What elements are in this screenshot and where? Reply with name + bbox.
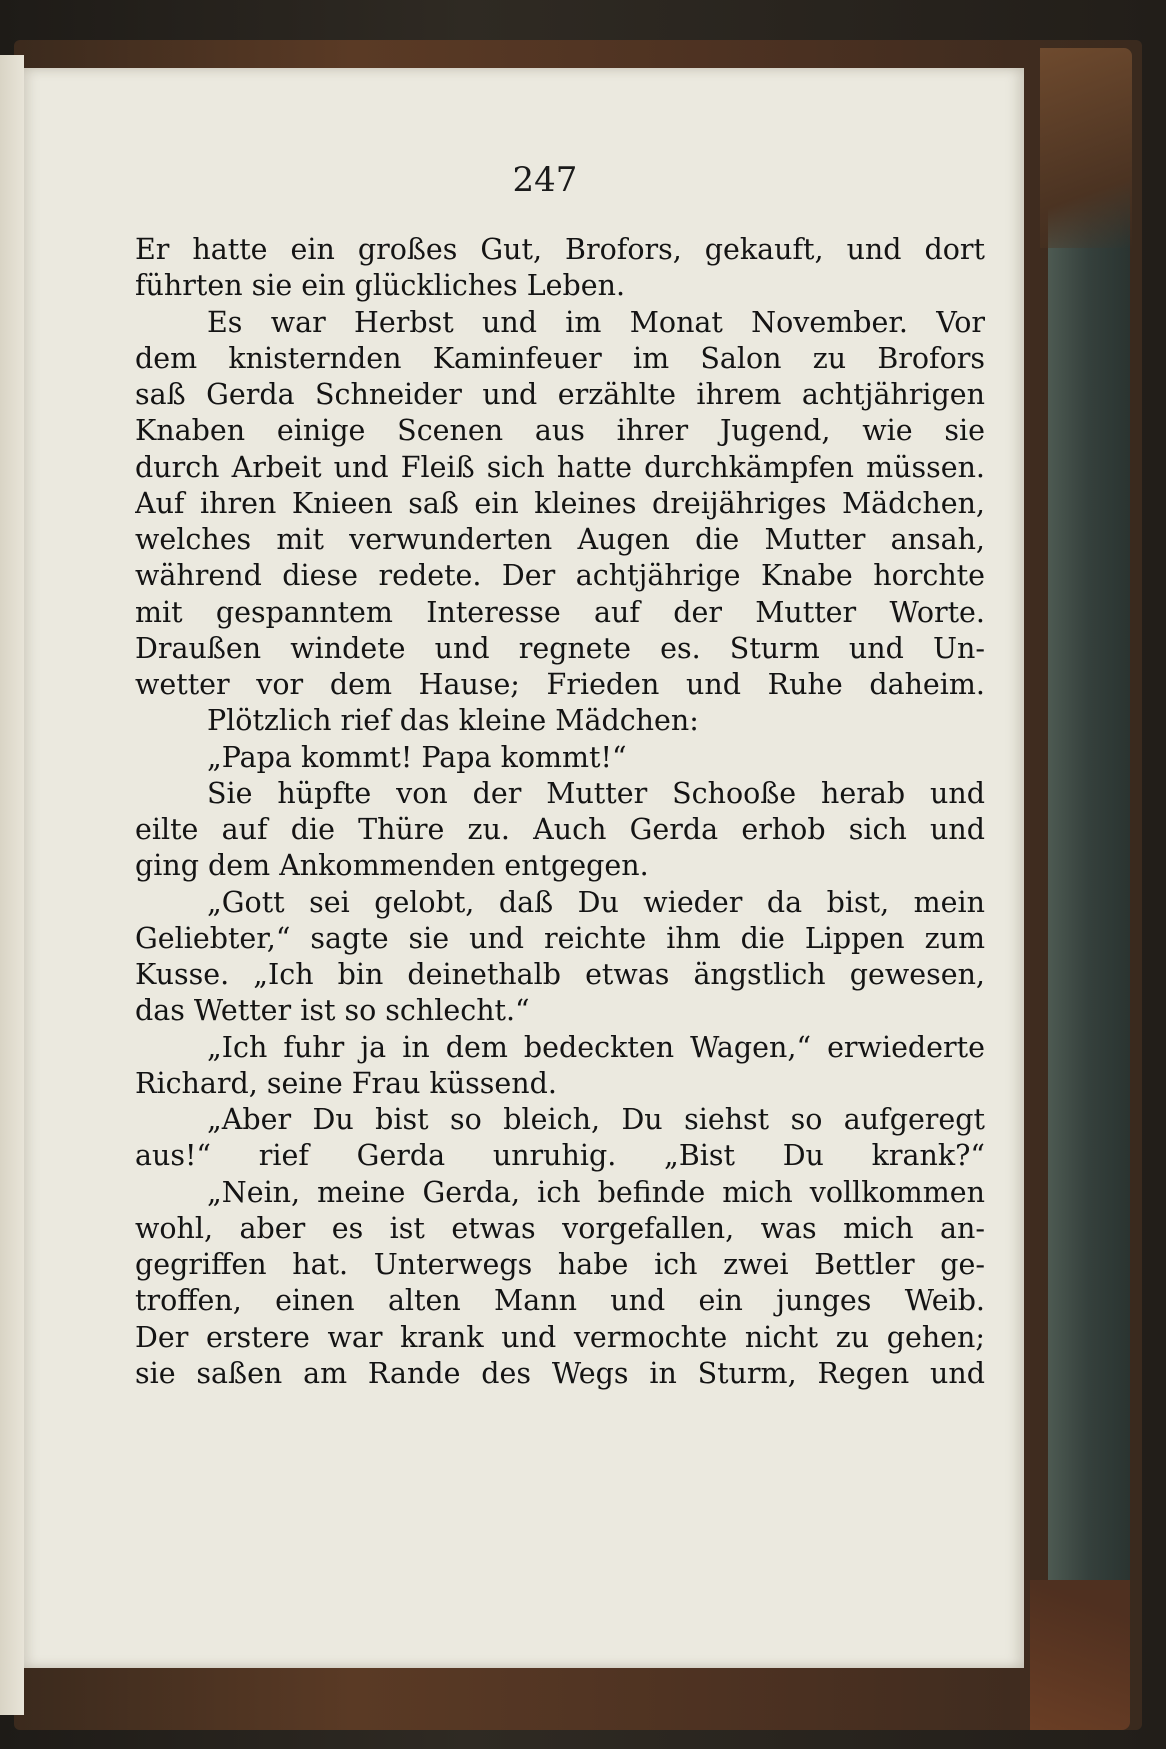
text-line: welches mit verwunderten Augen die Mutter ansah, (135, 523, 985, 556)
text-line: saß Gerda Schneider und erzählte ihrem achtjährigen (135, 378, 985, 411)
text-line: „Gott sei gelobt, daß Du wieder da bist, mein (207, 885, 985, 919)
text-line: Plötzlich rief das kleine Mädchen: (207, 704, 699, 738)
text-line: wetter vor dem Hause; Frieden und Ruhe daheim. (135, 668, 985, 701)
text-line: Kusse. „Ich bin deinethalb etwas ängstlich gewesen, (135, 958, 985, 991)
text-line: durch Arbeit und Fleiß sich hatte durchkämpfen müssen. (135, 450, 985, 484)
text-line: sie saßen am Rande des Wegs in Sturm, Regen und (135, 1356, 985, 1390)
text-line: „Ich fuhr ja in dem bedeckten Wagen,“ erwiederte (207, 1030, 985, 1064)
page-number: 247 (512, 160, 578, 200)
text-line: Sie hüpfte von der Mutter Schooße herab und (207, 776, 985, 810)
text-line: „Aber Du bist so bleich, Du siehst so aufgeregt (207, 1103, 985, 1136)
text-line: Auf ihren Knieen saß ein kleines dreijähriges Mädchen, (135, 486, 985, 520)
text-line: Es war Herbst und im Monat November. Vor (207, 305, 985, 339)
text-line: während diese redete. Der achtjährige Knabe horchte (135, 559, 985, 593)
book-cover-corner-bottom (1030, 1580, 1130, 1730)
page-text-block (135, 232, 985, 1392)
text-line: Knaben einige Scenen aus ihrer Jugend, wie sie (135, 414, 985, 448)
text-line: eilte auf die Thüre zu. Auch Gerda erhob sich und (135, 813, 985, 846)
text-line: das Wetter ist so schlecht.“ (135, 994, 530, 1028)
text-line: mit gespanntem Interesse auf der Mutter Worte. (135, 595, 985, 629)
text-line: Er hatte ein großes Gut, Brofors, gekauft, und dort (135, 233, 985, 266)
text-line: Der erstere war krank und vermochte nicht zu gehen; (135, 1320, 985, 1354)
text-line: ging dem Ankommenden entgegen. (135, 849, 649, 883)
text-line: dem knisternden Kaminfeuer im Salon zu Brofors (135, 341, 985, 375)
text-line: wohl, aber es ist etwas vorgefallen, was mich an- (135, 1211, 985, 1245)
book-cover-corner-top (1040, 48, 1132, 248)
text-line: gegriffen hat. Unterwegs habe ich zwei Bettler ge- (135, 1248, 985, 1281)
text-line: führten sie ein glückliches Leben. (135, 269, 626, 303)
text-line: „Nein, meine Gerda, ich befinde mich vollkommen (207, 1175, 985, 1209)
text-line: Geliebter,“ sagte sie und reichte ihm die Lippen zum (135, 921, 985, 955)
text-line: aus!“ rief Gerda unruhig. „Bist Du krank?“ (135, 1139, 985, 1173)
text-line: Richard, seine Frau küssend. (135, 1066, 557, 1100)
text-line: troffen, einen alten Mann und ein junges Weib. (135, 1284, 985, 1318)
text-line: Draußen windete und regnete es. Sturm und Un- (135, 631, 985, 665)
book-cover-edge (1048, 60, 1130, 1720)
previous-page-edge (0, 55, 24, 1715)
text-line: „Papa kommt! Papa kommt!“ (207, 740, 627, 774)
